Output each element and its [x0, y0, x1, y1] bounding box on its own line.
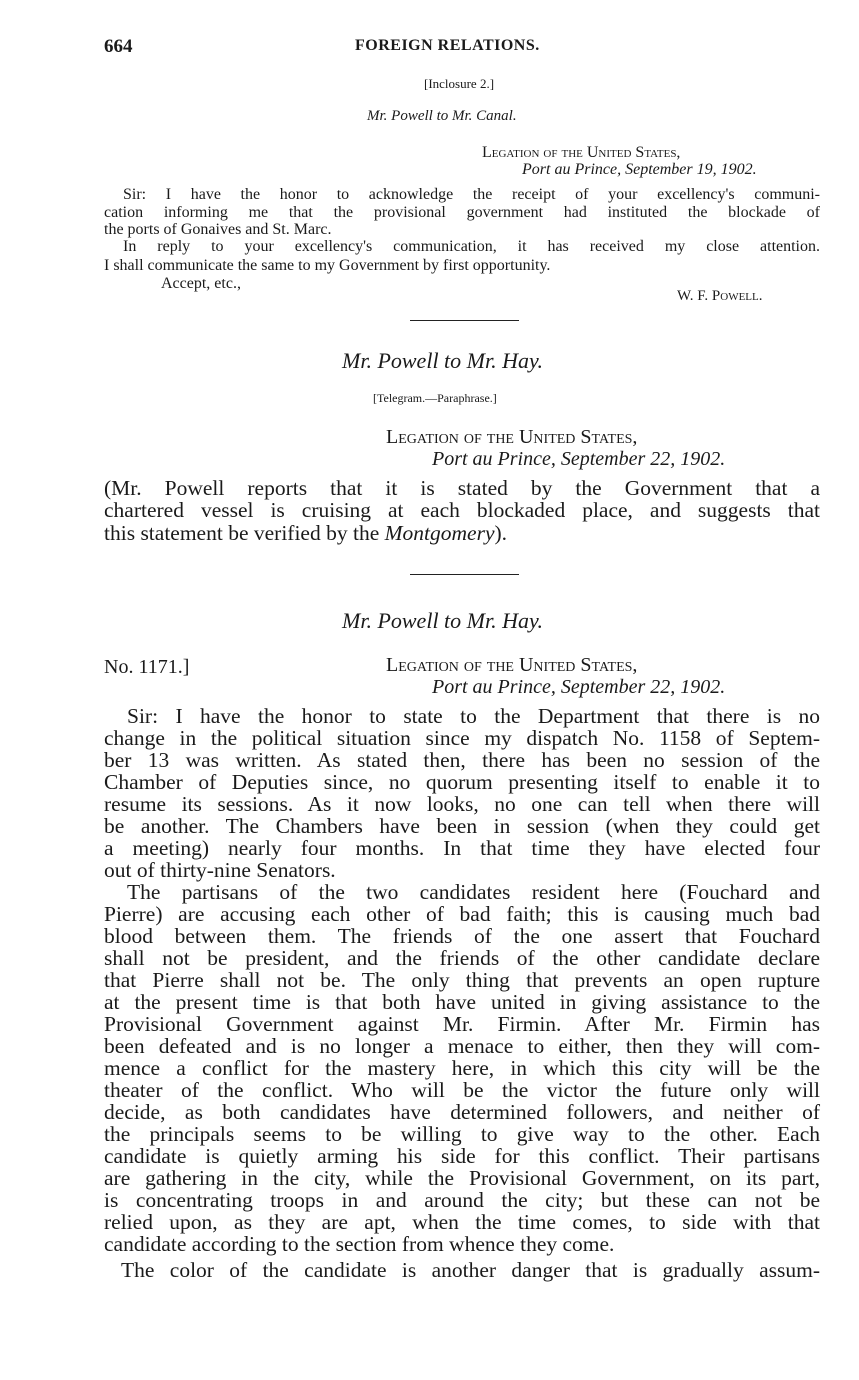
text-line: that Pierre shall not be. The only thing that prevents an open rupture: [104, 968, 820, 992]
place-date: Port au Prince, September 22, 1902.: [432, 676, 726, 698]
dispatch-number: No. 1171.]: [104, 656, 190, 678]
ship-name: Montgomery: [384, 521, 495, 545]
text-line: (Mr. Powell reports that it is stated by the Government that a: [104, 476, 820, 500]
text-line: out of thirty-nine Senators.: [104, 858, 336, 882]
text-line: Sir: I have the honor to acknowledge the receipt of your excellency's communi-: [123, 186, 820, 203]
closing: Accept, etc.,: [161, 275, 241, 292]
text-line: chartered vessel is cruising at each blockaded place, and suggests that: [104, 498, 820, 522]
text-line: a meeting) nearly four months. In that time they have elected four: [104, 836, 820, 860]
text-line: [104, 521, 507, 545]
text-line: Pierre) are accusing each other of bad faith; this is causing much bad: [104, 902, 820, 926]
letter-heading: Mr. Powell to Mr. Hay.: [342, 608, 544, 633]
text-line: theater of the conflict. Who will be the victor the future only will: [104, 1078, 820, 1102]
text-line: decide, as both candidates have determined followers, and neither of: [104, 1100, 820, 1124]
text-line: shall not be president, and the friends of the other candidate declare: [104, 946, 820, 970]
text-line: The color of the candidate is another danger that is gradually assum-: [121, 1258, 820, 1282]
legation-line: Legation of the United States,: [386, 654, 638, 676]
letter-heading: Mr. Powell to Mr. Hay.: [342, 348, 544, 373]
text-line: Provisional Government against Mr. Firmin. After Mr. Firmin has: [104, 1012, 820, 1036]
letter-heading: Mr. Powell to Mr. Canal.: [367, 108, 517, 124]
text-line: candidate according to the section from whence they come.: [104, 1232, 615, 1256]
text-line: change in the political situation since my dispatch No. 1158 of Septem-: [104, 726, 820, 750]
text-line: cation informing me that the provisional government had instituted the blockade of: [104, 204, 820, 221]
text-line: candidate is quietly arming his side for this conflict. Their partisans: [104, 1144, 820, 1168]
text-line: blood between them. The friends of the one assert that Fouchard: [104, 924, 820, 948]
telegram-note: [Telegram.—Paraphrase.]: [373, 391, 497, 405]
text-line: at the present time is that both have united in giving assistance to the: [104, 990, 820, 1014]
legation-line: Legation of the United States,: [482, 144, 681, 161]
legation-line: Legation of the United States,: [386, 426, 638, 448]
text-span: ).: [494, 521, 508, 545]
running-title: FOREIGN RELATIONS.: [355, 37, 540, 54]
text-line: be another. The Chambers have been in session (when they could get: [104, 814, 820, 838]
text-line: been defeated and is no longer a menace to either, then they will com-: [104, 1034, 820, 1058]
text-line: resume its sessions. As it now looks, no one can tell when there will: [104, 792, 820, 816]
place-date: Port au Prince, September 19, 1902.: [522, 161, 757, 178]
text-line: In reply to your excellency's communication, it has received my close attention.: [123, 238, 820, 255]
place-date: Port au Prince, September 22, 1902.: [432, 448, 726, 470]
signature: W. F. Powell.: [677, 288, 763, 304]
text-line: the ports of Gonaives and St. Marc.: [104, 221, 332, 238]
text-line: the principals seems to be willing to give way to the other. Each: [104, 1122, 820, 1146]
section-divider: [410, 320, 519, 321]
text-line: relied upon, as they are apt, when the time comes, to side with that: [104, 1210, 820, 1234]
section-divider: [410, 574, 519, 575]
text-line: Sir: I have the honor to state to the Department that there is no: [127, 704, 820, 728]
text-line: are gathering in the city, while the Provisional Government, on its part,: [104, 1166, 820, 1190]
text-line: is concentrating troops in and around the city; but these can not be: [104, 1188, 820, 1212]
text-line: The partisans of the two candidates resident here (Fouchard and: [127, 880, 820, 904]
text-line: Chamber of Deputies since, no quorum presenting itself to enable it to: [104, 770, 820, 794]
page-number: 664: [104, 36, 133, 57]
text-line: ber 13 was written. As stated then, there has been no session of the: [104, 748, 820, 772]
text-span: this statement be verified by the: [104, 521, 385, 545]
text-line: mence a conflict for the mastery here, in which this city will be the: [104, 1056, 820, 1080]
inclosure-note: [Inclosure 2.]: [424, 76, 495, 91]
text-line: I shall communicate the same to my Government by first opportunity.: [104, 257, 551, 274]
